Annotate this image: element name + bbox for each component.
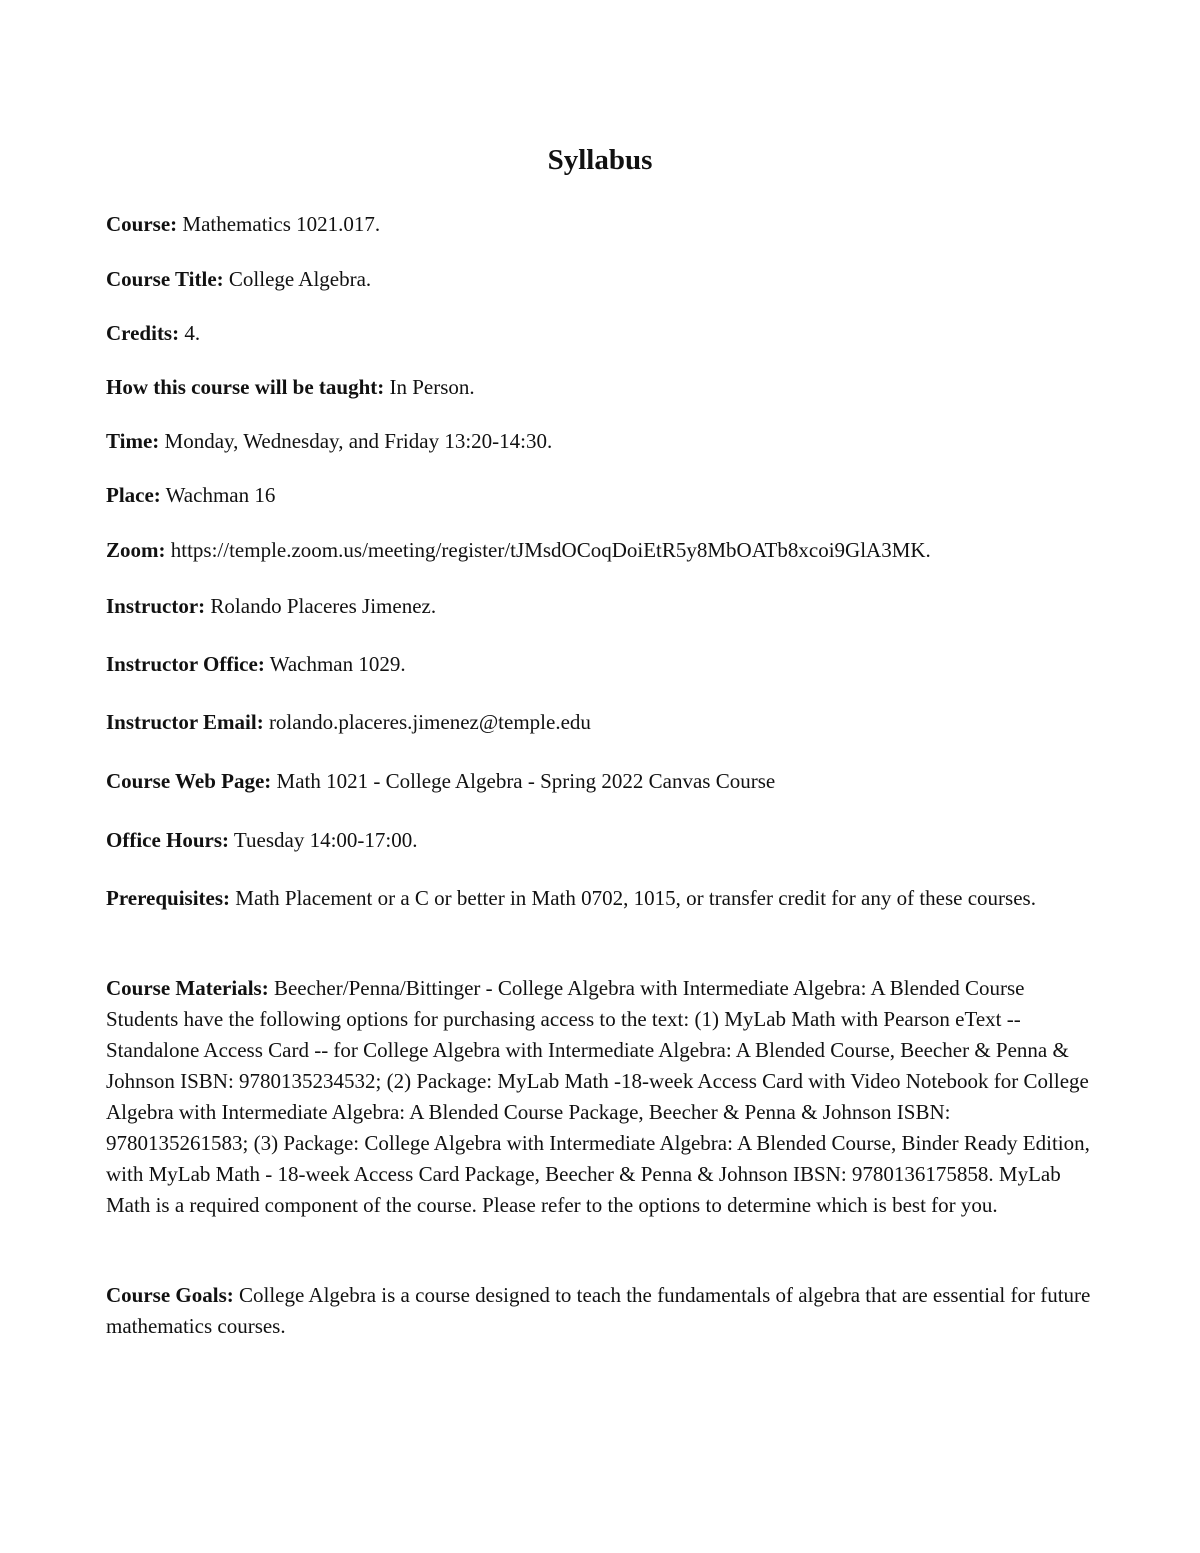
field-label: Course Goals: <box>106 1283 234 1307</box>
field-value: Tuesday 14:00-17:00. <box>233 828 418 852</box>
email-link[interactable]: rolando.placeres.jimenez@temple.edu <box>268 710 591 734</box>
field-value: 4. <box>184 321 201 345</box>
field-label: Course: <box>106 212 178 236</box>
zoom-link[interactable]: https://temple.zoom.us/meeting/register/tJMsdOCoqDoiEtR5y8MbOATb8xcoi9GlA3MK. <box>170 538 931 562</box>
field-label: Office Hours: <box>106 828 230 852</box>
field-value: Beecher/Penna/Bittinger - College Algebra with Intermediate Algebra: A Blended Course Students have the following options for purchasing access to the text: (1) MyLab Math with Pearson eText -- Standalone Access Card -- for College Algebra with Intermediate Algebra: A Blended Course, Beecher & Penna & Johnson ISBN: 9780135234532; (2) Package: MyLab Math -18-week Access Card with Video Notebook for College Algebra with Intermediate Algebra: A Blended Course Package, Beecher & Penna & Johnson ISBN: 9780135261583; (3) Package: College Algebra with Intermediate Algebra: A Blended Course, Binder Ready Edition, with MyLab Math - 18-week Access Card Package, Beecher & Penna & Johnson IBSN: 9780136175858. MyLab Math is a required component of the course. Please refer to the options to determine which is best for you. <box>106 976 1090 1217</box>
field-label: Time: <box>106 429 160 453</box>
field-label: Instructor: <box>106 594 206 618</box>
field-value: College Algebra. <box>228 267 372 291</box>
field-label: Course Title: <box>106 267 224 291</box>
field-value: Rolando Placeres Jimenez. <box>210 594 437 618</box>
field-label: Instructor Email: <box>106 710 264 734</box>
field-instructor <box>106 591 1096 622</box>
field-label: Credits: <box>106 321 180 345</box>
field-label: Zoom: <box>106 538 166 562</box>
field-value: Wachman 16 <box>165 483 276 507</box>
course-web-page-link[interactable]: Math 1021 - College Algebra - Spring 2022 Canvas Course <box>276 769 776 793</box>
field-prerequisites <box>106 883 1096 914</box>
field-label: Course Materials: <box>106 976 269 1000</box>
field-instructor-office <box>106 649 1096 680</box>
field-office-hours <box>106 825 1096 856</box>
field-place <box>106 480 1096 511</box>
field-label: Place: <box>106 483 161 507</box>
field-course-title <box>106 264 1096 295</box>
field-value: Math Placement or a C or better in Math 0702, 1015, or transfer credit for any of these courses. <box>235 886 1036 910</box>
field-teaching-mode <box>106 372 1096 403</box>
field-credits <box>106 318 1096 349</box>
field-time <box>106 426 1096 457</box>
field-value: Mathematics 1021.017. <box>182 212 381 236</box>
field-course-materials <box>106 973 1096 1221</box>
field-label: How this course will be taught: <box>106 375 385 399</box>
field-course <box>106 209 1096 240</box>
field-label: Course Web Page: <box>106 769 272 793</box>
field-value: Wachman 1029. <box>269 652 406 676</box>
field-course-web-page <box>106 766 1096 797</box>
field-zoom <box>106 535 1096 566</box>
page-title: Syllabus <box>547 144 653 176</box>
field-value: In Person. <box>389 375 475 399</box>
field-instructor-email <box>106 707 1096 738</box>
field-value: Monday, Wednesday, and Friday 13:20-14:30. <box>164 429 553 453</box>
field-label: Prerequisites: <box>106 886 231 910</box>
field-course-goals <box>106 1280 1096 1342</box>
field-label: Instructor Office: <box>106 652 265 676</box>
field-value: College Algebra is a course designed to teach the fundamentals of algebra that are essential for future mathematics courses. <box>106 1283 1091 1338</box>
